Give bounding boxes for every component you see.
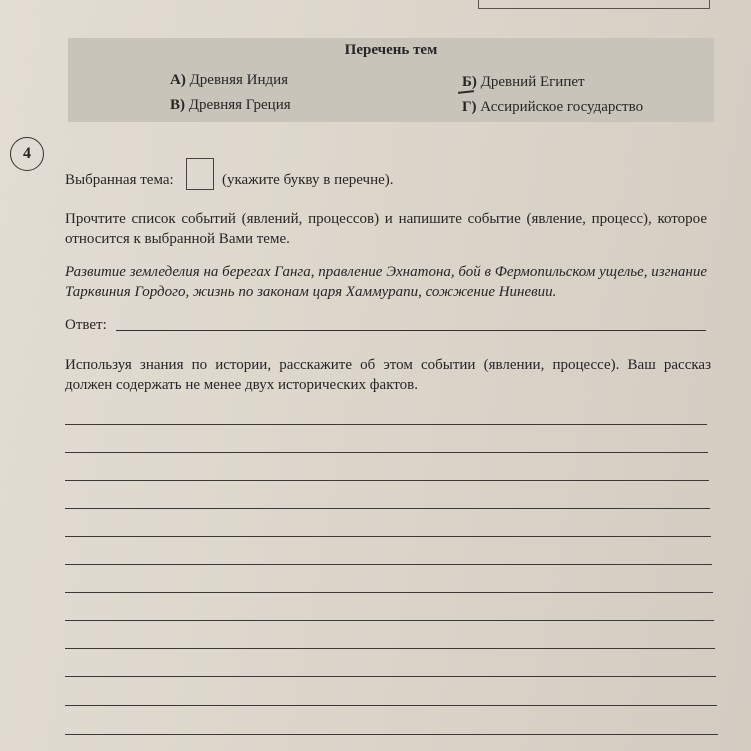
topic-item-g: Г) Ассирийское государство (462, 99, 644, 115)
writing-line[interactable] (65, 480, 709, 481)
writing-line[interactable] (65, 705, 717, 706)
writing-line[interactable] (65, 536, 711, 537)
writing-line[interactable] (65, 734, 718, 735)
chosen-topic-hint: (укажите букву в перечне). (222, 172, 394, 188)
topic-item-v: В) Древняя Греция (170, 97, 291, 113)
task-number-badge: 4 (10, 137, 44, 171)
writing-line[interactable] (65, 620, 714, 621)
answer-line-field[interactable] (116, 330, 706, 331)
writing-line[interactable] (65, 424, 707, 425)
chosen-topic-label: Выбранная тема: (65, 172, 174, 188)
writing-line[interactable] (65, 564, 712, 565)
answer-label: Ответ: (65, 317, 107, 333)
topic-item-b: Б) Древний Египет (462, 74, 585, 90)
writing-line[interactable] (65, 592, 713, 593)
story-instruction: Используя знания по истории, расскажите об этом событии (явлении, процессе). Ваш рассказ должен содержать не менее двух исторических фактов. (65, 357, 711, 393)
writing-line[interactable] (65, 508, 710, 509)
topics-list-panel (68, 38, 714, 122)
writing-line[interactable] (65, 676, 716, 677)
task-instruction: Прочтите список событий (явлений, процессов) и напишите событие (явление, процесс), которое относится к выбранной Вами теме. (65, 211, 707, 247)
chosen-topic-answer-box[interactable] (186, 158, 214, 190)
header-answer-box (478, 0, 710, 9)
events-list: Развитие земледелия на берегах Ганга, правление Эхнатона, бой в Фермопильском ущелье, изгнание Тарквиния Гордого, жизнь по законам царя Хаммурапи, сожжение Ниневии. (65, 264, 707, 300)
topics-list-title: Перечень тем (344, 42, 438, 58)
topic-item-a: А) Древняя Индия (170, 72, 289, 88)
writing-line[interactable] (65, 648, 715, 649)
writing-line[interactable] (65, 452, 708, 453)
